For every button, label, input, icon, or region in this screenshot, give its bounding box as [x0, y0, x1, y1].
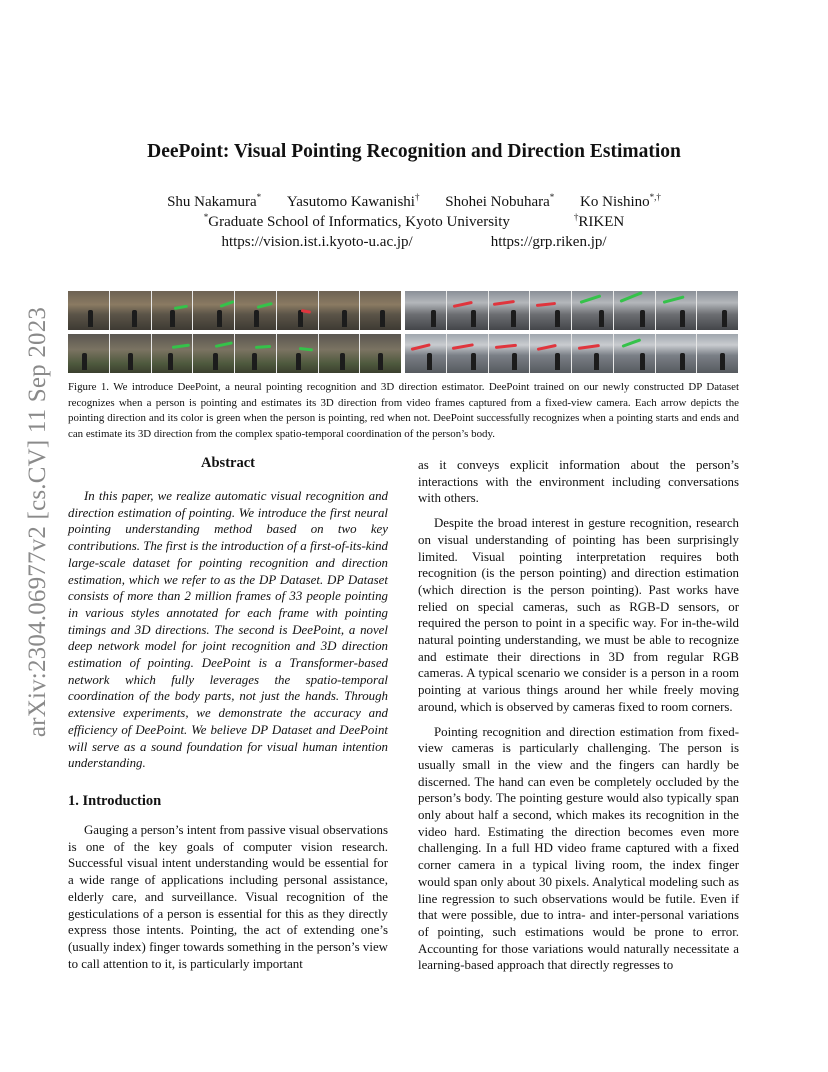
introduction-heading: 1. Introduction [68, 793, 162, 809]
affiliation-urls [0, 234, 828, 251]
affiliations [0, 214, 828, 231]
figure-caption: Figure 1. We introduce DeePoint, a neural pointing recognition and 3D direction estimator. DeePoint trained on our newly constructed DP Dataset recognizes when a person is pointing and estimates its 3D direction from video frames captured from a fixed-view camera. Each arrow depicts the pointing direction and its color is green when the person is pointing, red when not. DeePoint successfully recognizes when a pointing starts and ends and can estimate its 3D direction from the complex spatio-temporal coordination of the person’s body. [68, 381, 739, 440]
video-frame [572, 291, 614, 330]
video-frame [193, 334, 235, 373]
author-2: Yasutomo Kawanishi† [286, 192, 420, 210]
figure-row-1 [68, 291, 738, 330]
intro-paragraph-continued: as it conveys explicit information about the person’s interactions with the environment including conversations with others. [418, 458, 739, 506]
video-frame [68, 334, 110, 373]
video-frame [405, 334, 447, 373]
video-frame [572, 334, 614, 373]
sequence-corridor [68, 291, 401, 330]
video-frame [447, 334, 489, 373]
video-frame [614, 291, 656, 330]
video-frame [697, 334, 738, 373]
intro-paragraph: Pointing recognition and direction estimation from fixed-view cameras is particularly challenging. The person is usually small in the view and the fingers can hardly be discerned. The hand can even be completely occluded by the person’s body. The pointing gesture would also typically span only about half a second, which makes its recognition in the video hard. Estimating the direction becomes even more challenging. In a full HD video frame captured with a fixed corner camera in a typical living room, the index finger would span only about 30 pixels. Analytical modeling such as line regression to such observations would be futile. Even if that were possible, due to intra- and inter-personal variations of pointing, such estimations would be prone to error. Accounting for those variations would naturally necessitate a learning-based approach that directly regresses to [418, 724, 739, 973]
video-frame [360, 291, 401, 330]
video-frame [360, 334, 401, 373]
video-frame [530, 334, 572, 373]
video-frame [68, 291, 110, 330]
video-frame [405, 291, 447, 330]
url-riken[interactable]: https://grp.riken.jp/ [490, 234, 607, 250]
video-frame [152, 334, 194, 373]
paper-title: DeePoint: Visual Pointing Recognition and Direction Estimation [147, 141, 681, 162]
video-frame [277, 291, 319, 330]
sequence-lab [68, 334, 401, 373]
video-frame [697, 291, 738, 330]
sequence-office [405, 291, 738, 330]
video-frame [152, 291, 194, 330]
url-kyoto[interactable]: https://vision.ist.i.kyoto-u.ac.jp/ [221, 234, 413, 250]
video-frame [530, 291, 572, 330]
author-list [0, 194, 828, 211]
video-frame [656, 334, 698, 373]
video-frame [489, 334, 531, 373]
video-frame [110, 334, 152, 373]
video-frame [319, 291, 361, 330]
video-frame [656, 291, 698, 330]
video-frame [447, 291, 489, 330]
video-frame [235, 291, 277, 330]
video-frame [110, 291, 152, 330]
author-1: Shu Nakamura* [167, 192, 262, 210]
introduction-body-left [68, 822, 388, 972]
teaser-figure [68, 291, 738, 373]
sequence-meeting-room [405, 334, 738, 373]
video-frame [193, 291, 235, 330]
video-frame [489, 291, 531, 330]
affiliation-1: *Graduate School of Informatics, Kyoto University [203, 212, 510, 230]
intro-paragraph: Gauging a person’s intent from passive visual observations is one of the key goals of computer vision research. Successful visual intent understanding would be essential for a wide range of applications including personal assistance, elderly care, and surveillance. Visual recognition of the gesticulations of a person is essential for this as they directly express those intents. Pointing, the act of extending one’s (usually index) finger towards something in the person’s view to call attention to it, is particularly important [68, 823, 388, 971]
figure-row-2 [68, 334, 738, 373]
arxiv-stamp: arXiv:2304.06977v2 [cs.CV] 11 Sep 2023 [24, 306, 51, 738]
intro-paragraph: Despite the broad interest in gesture recognition, research on visual understanding of pointing has been surprisingly limited. Visual pointing interpretation requires both recognition (is the person pointing) and direction estimation (which direction is the person pointing). Past works have relied on special cameras, such as RGB-D sensors, or required the person to point in a specific way. For in-the-wild natural pointing understanding, we must be able to recognize and estimate their directions in 3D from regular RGB cameras. A typical scenario we consider is a person in a room pointing at various things around her while freely moving around, which is observed by cameras fixed to room corners. [418, 516, 739, 714]
introduction-body-right [418, 457, 739, 974]
abstract-heading: Abstract [201, 455, 255, 471]
video-frame [614, 334, 656, 373]
abstract-paragraph: In this paper, we realize automatic visual recognition and direction estimation of pointing. We introduce the first neural pointing understanding method based on two key contributions. The first is the introduction of a first-of-its-kind large-scale dataset for pointing recognition and direction estimation, which we refer to as the DP Dataset. DP Dataset consists of more than 2 million frames of 33 people pointing in various styles annotated for each frame with pointing timings and 3D directions. The second is DeePoint, a novel deep network model for joint recognition and 3D direction estimation of pointing. DeePoint is a Transformer-based network which fully leverages the spatio-temporal coordination of the body parts, not just the hands. Through extensive experiments, we demonstrate the accuracy and efficiency of DeePoint. We believe DP Dataset and DeePoint will serve as a sound foundation for visual human intention understanding. [68, 489, 388, 771]
video-frame [235, 334, 277, 373]
abstract-body [68, 488, 388, 772]
affiliation-2: †RIKEN [573, 212, 625, 230]
video-frame [319, 334, 361, 373]
author-3: Shohei Nobuhara* [445, 192, 555, 210]
video-frame [277, 334, 319, 373]
author-4: Ko Nishino*,† [580, 192, 661, 210]
